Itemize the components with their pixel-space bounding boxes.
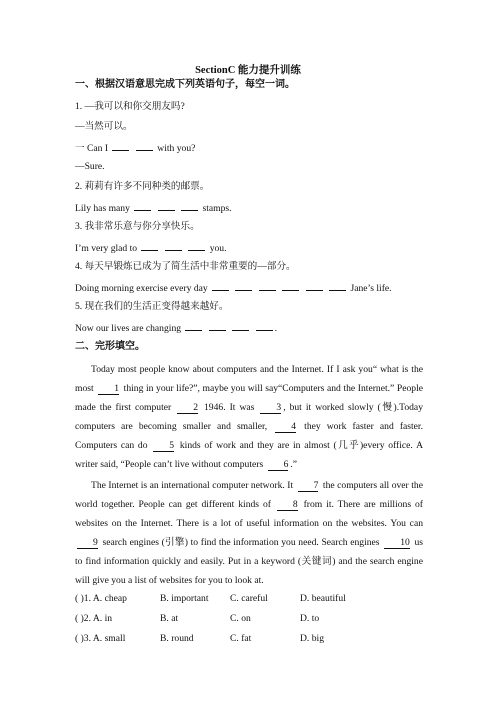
answer-blank — [259, 281, 276, 291]
text-run: 1946. It was — [200, 402, 259, 413]
answer-blank — [165, 241, 182, 251]
q4-chinese: 4. 每天早锻炼已成为了简生活中非常重要的—部分。 — [75, 261, 296, 272]
q4-english-end: Jane’s life. — [350, 283, 392, 294]
answer-blank — [212, 281, 229, 291]
q1-chinese-answer: —当然可以。 — [75, 121, 133, 132]
blank-number: 2 — [177, 403, 198, 414]
answer-blank — [185, 321, 202, 331]
text-run: Today most people know about computers and the Internet. If I ask you“ what is the most — [75, 364, 423, 394]
q2-english — [75, 201, 232, 215]
answer-blank — [329, 281, 346, 291]
answer-blank — [188, 241, 205, 251]
q5-english — [75, 321, 277, 335]
cloze-paragraph-2 — [75, 476, 423, 590]
q2-english-start: Lily has many — [75, 203, 130, 214]
blank-number: 6 — [268, 460, 289, 471]
option-c: C. on — [230, 613, 251, 624]
q2-english-end: stamps. — [202, 203, 232, 214]
blank-number: 1 — [98, 384, 119, 395]
q1-english-start: 一 Can I — [75, 143, 109, 154]
option-d: D. beautiful — [300, 593, 346, 604]
answer-blank — [232, 321, 249, 331]
answer-blank — [282, 281, 299, 291]
q5-english-start: Now our lives are changing — [75, 323, 182, 334]
blank-number: 9 — [77, 538, 98, 549]
page-title: SectionC 能力提升训练 — [195, 65, 301, 76]
answer-blank — [134, 201, 151, 211]
q1-chinese: 1. —我可以和你交朋友吗? — [75, 101, 185, 112]
option-a: ( )1. A. cheap — [75, 593, 127, 604]
cloze-paragraph-1 — [75, 360, 423, 474]
blank-number: 3 — [260, 403, 281, 414]
text-run: .” — [290, 459, 298, 470]
answer-blank — [141, 241, 158, 251]
answer-blank — [235, 281, 252, 291]
q3-english — [75, 241, 227, 255]
answer-blank — [181, 201, 198, 211]
blank-number: 8 — [277, 500, 298, 511]
q1-english-answer: —Sure. — [75, 161, 105, 172]
q1-english — [75, 141, 195, 155]
text-run: kinds of work and they are in almost (几乎)every office. A writer said, “People can’t live without computers — [75, 440, 423, 470]
q5-chinese: 5. 现在我们的生活正变得越来越好。 — [75, 301, 229, 312]
q4-english — [75, 281, 392, 295]
option-b: B. at — [160, 613, 179, 624]
option-b: B. important — [160, 593, 209, 604]
q2-chinese: 2. 莉莉有许多不同种类的邮票。 — [75, 181, 210, 192]
text-run: the computers all over the world together. People can get different kinds of — [75, 480, 423, 510]
blank-number: 5 — [153, 441, 174, 452]
q1-english-end: with you? — [157, 143, 196, 154]
text-run: The Internet is an international computer network. It — [91, 480, 296, 491]
option-c: C. fat — [230, 633, 252, 644]
blank-number: 4 — [275, 422, 296, 433]
answer-blank — [256, 321, 273, 331]
q3-english-start: I’m very glad to — [75, 243, 138, 254]
q4-english-start: Doing morning exercise every day — [75, 283, 208, 294]
answer-blank — [112, 141, 129, 151]
option-b: B. round — [160, 633, 194, 644]
option-d: D. to — [300, 613, 320, 624]
q3-chinese: 3. 我非常乐意与你分享快乐。 — [75, 221, 200, 232]
q5-english-end: . — [274, 323, 278, 334]
text-run: search engines (引擎) to find the information you need. Search engines — [99, 537, 383, 548]
option-c: C. careful — [230, 593, 268, 604]
option-a: ( )3. A. small — [75, 633, 126, 644]
answer-blank — [306, 281, 323, 291]
text-run: from it. There are millions of websites on the Internet. There is a lot of useful information on the websites. You can — [75, 499, 423, 529]
text-run: they work faster and faster. Computers can do — [75, 421, 423, 451]
answer-blank — [209, 321, 226, 331]
answer-blank — [158, 201, 175, 211]
answer-blank — [136, 141, 153, 151]
option-d: D. big — [300, 633, 324, 644]
blank-number: 7 — [298, 481, 319, 492]
text-run: us to find information quickly and easily. Put in a keyword (关键词) and the search engine will give you a list of websites for you to look at. — [75, 537, 423, 586]
text-run: thing in your life?”, maybe you will say“Computers and the Internet.” People made the first computer — [75, 383, 423, 413]
blank-number: 10 — [384, 538, 410, 549]
option-a: ( )2. A. in — [75, 613, 113, 624]
text-run: , but it worked slowly (慢).Today computers are becoming smaller and smaller, — [75, 402, 423, 432]
section1-heading: 一、根据汉语意思完成下列英语句子，每空一词。 — [75, 79, 295, 90]
section2-heading: 二、完形填空。 — [75, 341, 145, 352]
q3-english-end: you. — [209, 243, 227, 254]
